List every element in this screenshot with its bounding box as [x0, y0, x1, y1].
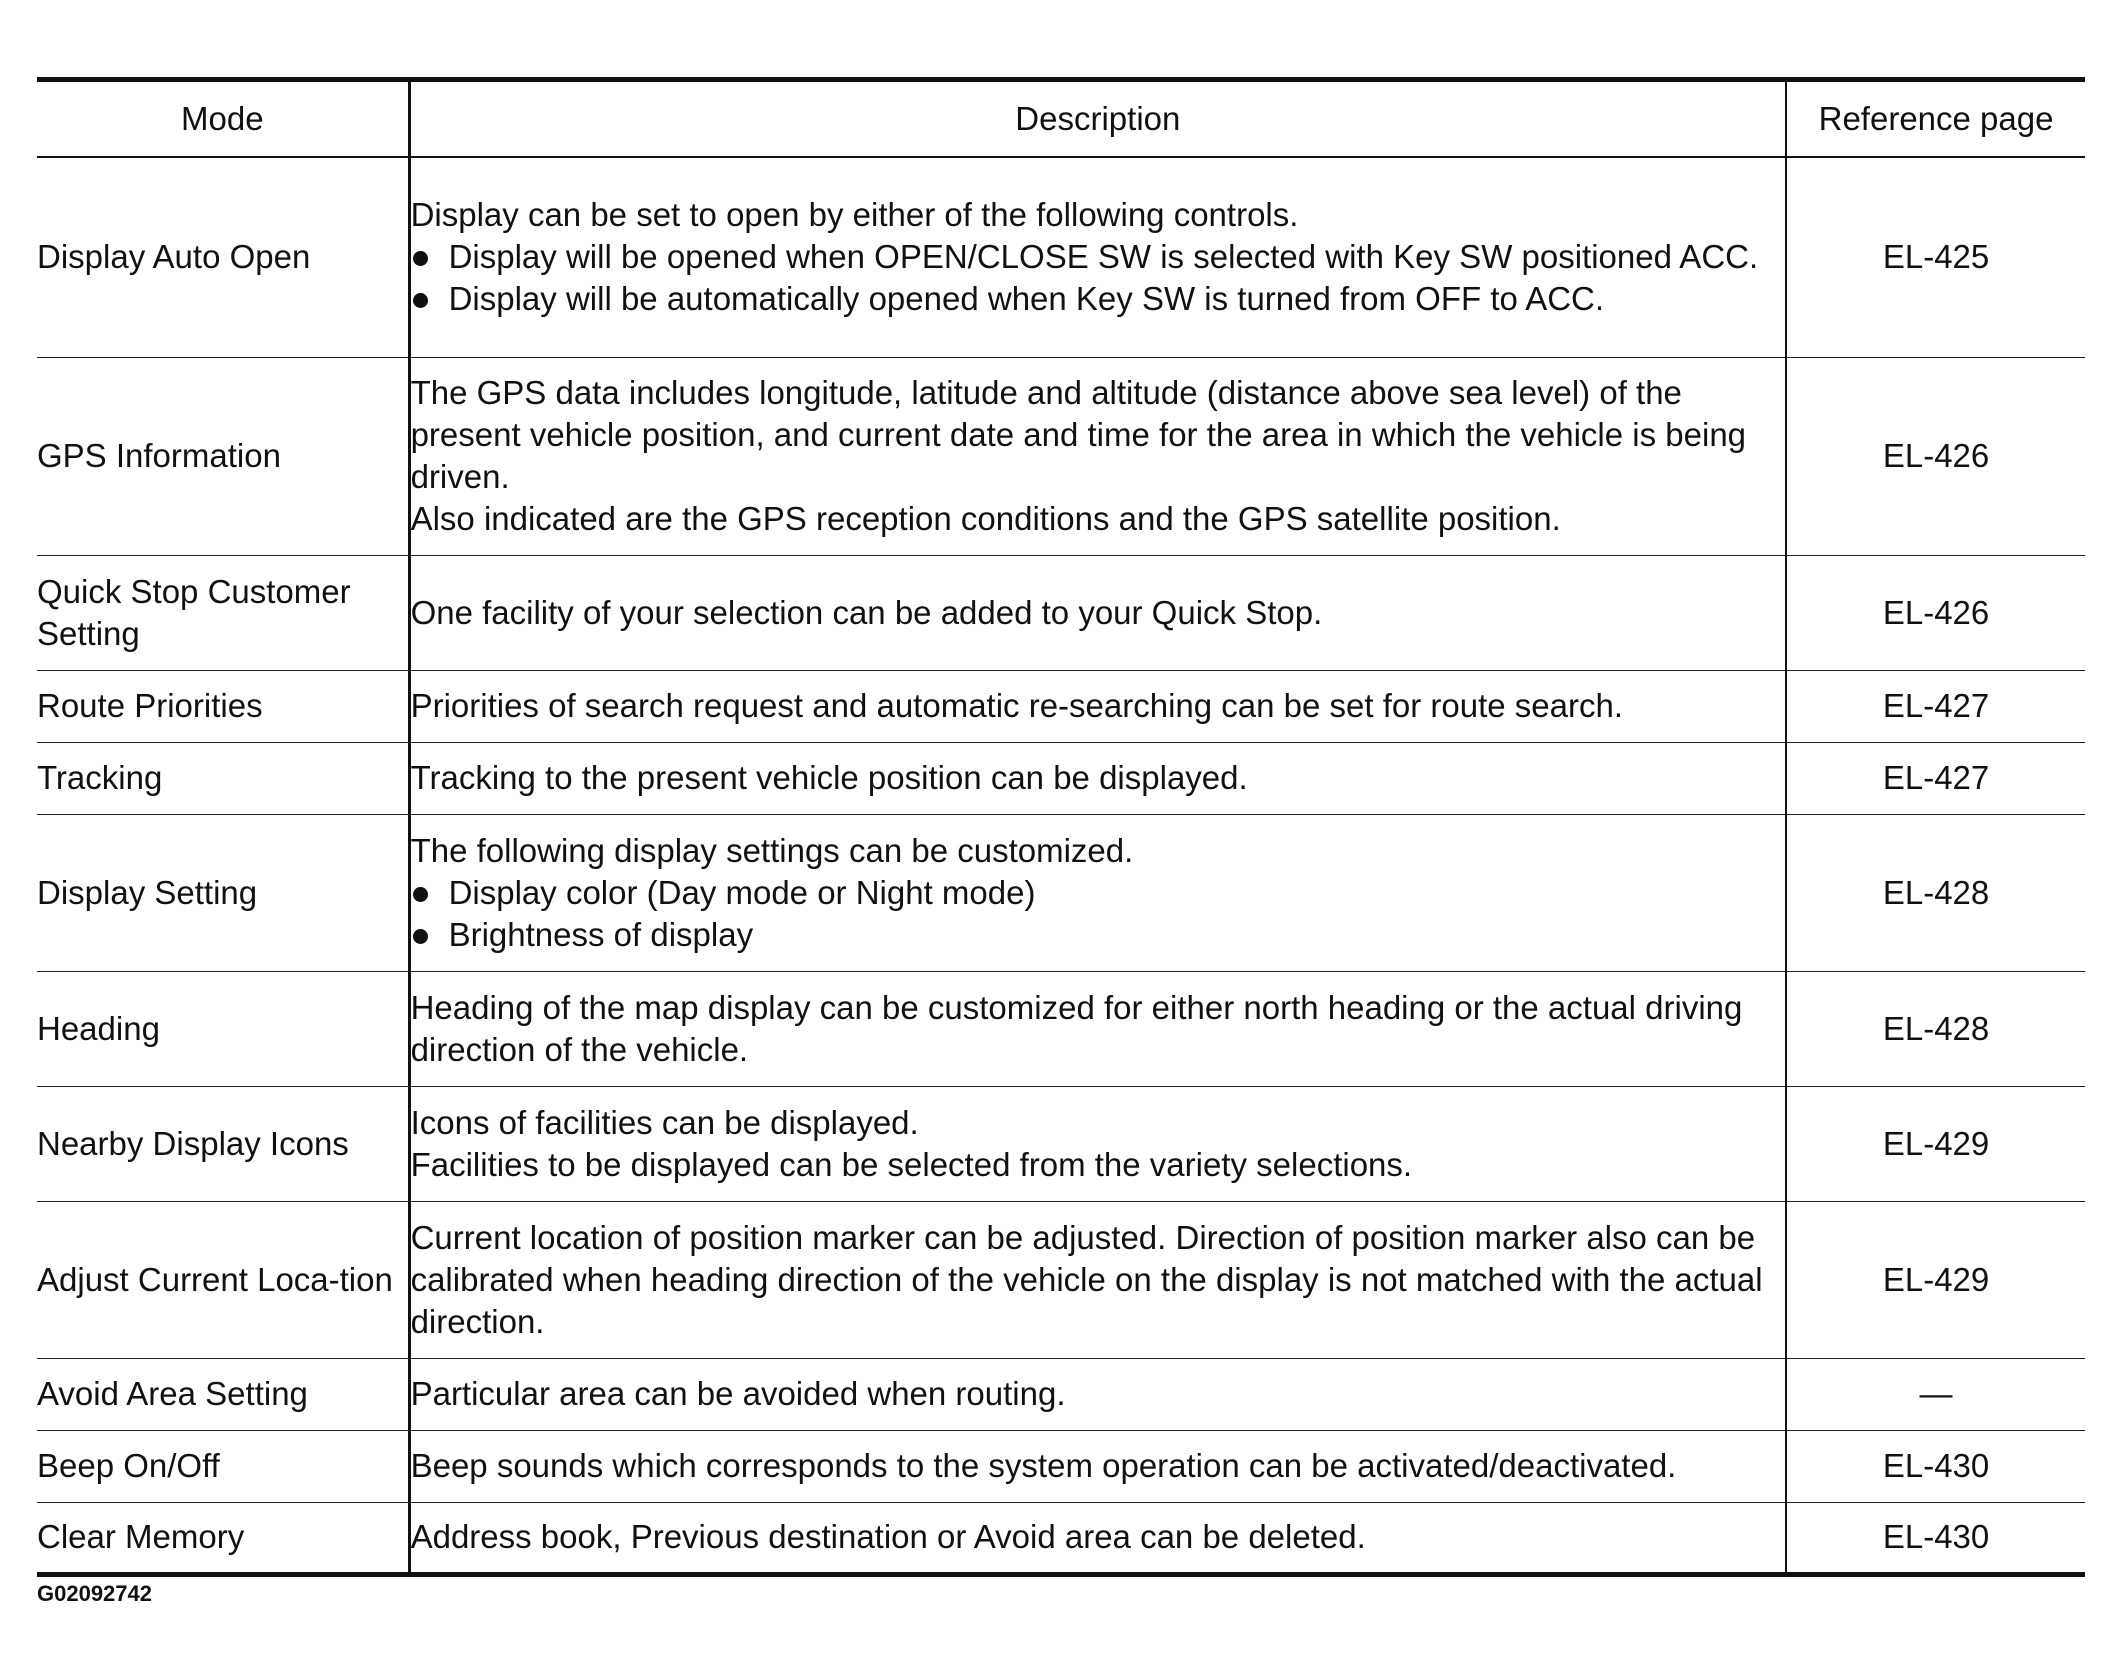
- description-line: Facilities to be displayed can be selected from the variety selections.: [410, 1145, 1413, 1183]
- description-cell: [409, 1086, 1786, 1201]
- reference-cell: EL-429: [1786, 1201, 2085, 1358]
- mode-cell: Quick Stop Customer Setting: [37, 555, 409, 670]
- mode-cell: Beep On/Off: [37, 1430, 409, 1502]
- description-line: One facility of your selection can be added to your Quick Stop.: [410, 593, 1323, 631]
- bullet-text: Brightness of display: [448, 915, 754, 953]
- header-description: Description: [409, 80, 1786, 158]
- reference-cell: EL-429: [1786, 1086, 2085, 1201]
- reference-cell: EL-427: [1786, 742, 2085, 814]
- bullet-dot-icon: [413, 887, 428, 902]
- description-cell: [409, 1201, 1786, 1358]
- reference-cell: EL-426: [1786, 357, 2085, 555]
- reference-cell: EL-430: [1786, 1430, 2085, 1502]
- description-cell: [409, 971, 1786, 1086]
- bullet-item: [411, 914, 1786, 956]
- reference-cell: EL-425: [1882, 238, 1990, 276]
- table-row: [37, 1201, 2085, 1358]
- table-row: [37, 814, 2085, 971]
- table-body: [37, 157, 2085, 1574]
- table-row: [37, 157, 2085, 357]
- mode-table: [37, 77, 2085, 1577]
- mode-cell: Route Priorities: [37, 670, 409, 742]
- description-cell: [409, 1430, 1786, 1502]
- bullet-text: Display will be automatically opened when Key SW is turned from OFF to ACC.: [448, 280, 1605, 318]
- description-line: Priorities of search request and automatic re-searching can be set for route search.: [410, 687, 1624, 724]
- description-cell: [409, 742, 1786, 814]
- reference-cell: —: [1786, 1358, 2085, 1430]
- description-line: Display can be set to open by either of the following controls.: [410, 196, 1299, 234]
- description-cell: [409, 670, 1786, 742]
- table-row: [37, 555, 2085, 670]
- table-row: [37, 1430, 2085, 1502]
- description-cell: [409, 157, 1786, 357]
- mode-cell: Heading: [37, 971, 409, 1086]
- bullet-dot-icon: [413, 293, 428, 308]
- description-line: Tracking to the present vehicle position can be displayed.: [410, 759, 1248, 796]
- mode-cell: Display Setting: [37, 814, 409, 971]
- mode-cell: GPS Information: [37, 357, 409, 555]
- reference-cell: EL-428: [1786, 814, 2085, 971]
- description-line: Beep sounds which corresponds to the system operation can be activated/deactivated.: [410, 1447, 1677, 1484]
- bullet-dot-icon: [413, 929, 428, 944]
- description-line: Icons of facilities can be displayed.: [410, 1103, 919, 1141]
- bullet-item: [411, 872, 1786, 914]
- description-cell: [409, 1502, 1786, 1574]
- reference-cell: EL-427: [1786, 670, 2085, 742]
- bullet-text: Display will be opened when OPEN/CLOSE SW is selected with Key SW positioned ACC.: [448, 238, 1759, 276]
- description-line: Also indicated are the GPS reception conditions and the GPS satellite position.: [410, 500, 1561, 537]
- mode-table-sheet: [37, 77, 2085, 1577]
- description-cell: [409, 555, 1786, 670]
- table-row: [37, 1502, 2085, 1574]
- mode-cell: Nearby Display Icons: [37, 1086, 409, 1201]
- table-row: [37, 742, 2085, 814]
- description-line: The GPS data includes longitude, latitude and altitude (distance above sea level) of the present vehicle position, and current date and time for the area in which the vehicle is being driven.: [410, 374, 1747, 495]
- mode-cell: Clear Memory: [37, 1502, 409, 1574]
- header-reference-page: Reference page: [1786, 80, 2085, 158]
- reference-cell: EL-430: [1786, 1502, 2085, 1574]
- description-line: Heading of the map display can be customized for either north heading or the actual driving direction of the vehicle.: [410, 988, 1743, 1068]
- table-header-row: [37, 80, 2085, 158]
- table-row: [37, 670, 2085, 742]
- bullet-dot-icon: [413, 251, 428, 266]
- description-line: Address book, Previous destination or Avoid area can be deleted.: [410, 1518, 1366, 1555]
- table-row: [37, 971, 2085, 1086]
- bullet-item: [411, 278, 1786, 320]
- bullet-item: [411, 236, 1786, 278]
- description-line: Current location of position marker can be adjusted. Direction of position marker also can be calibrated when heading direction of the vehicle on the display is not matched with the actual direction.: [410, 1218, 1763, 1340]
- table-row: [37, 1358, 2085, 1430]
- mode-cell: Display Auto Open: [37, 157, 409, 357]
- mode-cell: Adjust Current Loca-tion: [37, 1201, 409, 1358]
- description-line: Particular area can be avoided when routing.: [410, 1375, 1066, 1412]
- reference-cell: EL-428: [1786, 971, 2085, 1086]
- reference-cell: EL-426: [1786, 555, 2085, 670]
- figure-code: G02092742: [37, 1581, 152, 1606]
- table-row: [37, 1086, 2085, 1201]
- table-row: [37, 357, 2085, 555]
- description-cell: [409, 814, 1786, 971]
- description-line: The following display settings can be customized.: [410, 831, 1134, 869]
- description-cell: [409, 1358, 1786, 1430]
- mode-cell: Tracking: [37, 742, 409, 814]
- bullet-text: Display color (Day mode or Night mode): [448, 873, 1036, 911]
- description-cell: [409, 357, 1786, 555]
- header-mode: Mode: [37, 80, 409, 158]
- mode-cell: Avoid Area Setting: [37, 1358, 409, 1430]
